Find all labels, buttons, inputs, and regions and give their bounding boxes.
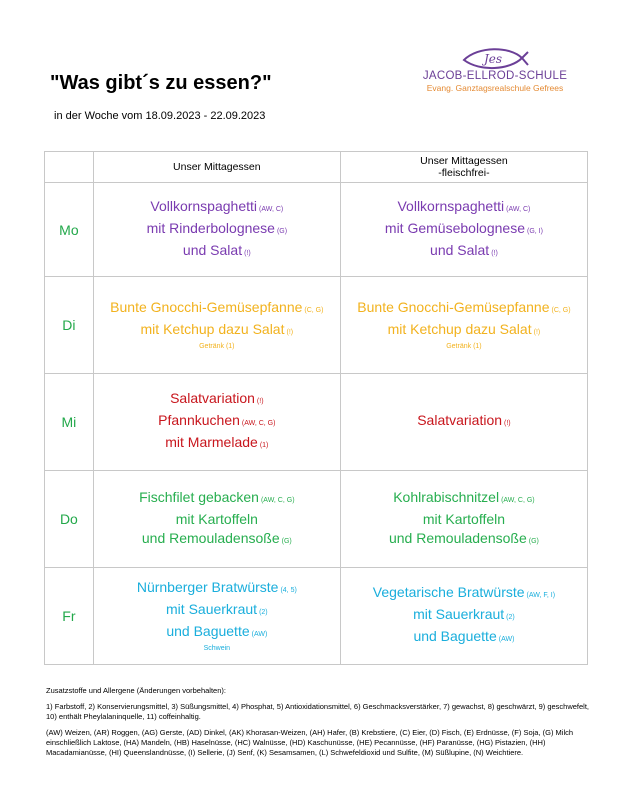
- allergen-code: (!): [244, 249, 251, 257]
- allergen-code: (!): [533, 329, 541, 336]
- allergen-code: (AW, F, I): [526, 592, 556, 599]
- meal-line: [94, 411, 340, 433]
- dish-text: und Baguette: [413, 628, 497, 644]
- dish-text: und Remouladensoße: [141, 529, 280, 546]
- allergen-code: (C, G): [304, 307, 324, 314]
- column-header-meatfree: Unser Mittagessen -fleischfrei-: [340, 152, 587, 183]
- meal-regular: [93, 183, 340, 277]
- menu-row-fr: [45, 568, 588, 665]
- allergen-code: (!): [286, 329, 294, 336]
- column-header-regular: Unser Mittagessen: [93, 152, 340, 183]
- dish-text: mit Marmelade: [165, 434, 258, 450]
- dish-text: und Remouladensoße: [388, 529, 527, 546]
- allergen-code: (AW, C, G): [501, 496, 535, 504]
- dish-text: mit Kartoffeln: [175, 510, 258, 527]
- meal-line: [341, 605, 587, 627]
- allergen-code: (2): [259, 609, 268, 616]
- meal-meatfree: [340, 183, 587, 277]
- allergen-code: (AW, C): [506, 205, 531, 213]
- day-label: Di: [45, 277, 94, 374]
- allergen-code: (G): [276, 227, 288, 235]
- meal-line: [94, 298, 340, 320]
- meal-line: [94, 600, 340, 622]
- allergen-code: (G): [528, 537, 539, 545]
- meal-meatfree: [340, 568, 587, 665]
- meal-line: [341, 298, 587, 320]
- meal-line: [94, 578, 340, 600]
- legend: [46, 686, 594, 764]
- allergen-code: (G, I): [526, 227, 543, 235]
- dish-text: mit Ketchup dazu Salat: [387, 321, 532, 337]
- dish-text: mit Gemüsebolognese: [384, 219, 525, 236]
- meal-line: [341, 320, 587, 342]
- meal-line: [94, 241, 340, 263]
- meal-meatfree: [340, 277, 587, 374]
- dish-text: und Salat: [182, 241, 243, 258]
- dish-text: mit Sauerkraut: [413, 606, 505, 622]
- meal-line: [94, 622, 340, 644]
- meal-line: [94, 197, 340, 219]
- day-label: Mi: [45, 374, 94, 471]
- allergen-code: (4, 5): [280, 587, 297, 594]
- dish-text: mit Kartoffeln: [422, 510, 506, 527]
- dish-text: Vollkornspaghetti: [150, 197, 258, 214]
- meal-regular: [93, 277, 340, 374]
- week-range: in der Woche vom 18.09.2023 - 22.09.2023: [54, 110, 266, 122]
- allergen-code: (!): [504, 420, 511, 427]
- fish-logo-icon: [460, 46, 530, 72]
- meal-note: Getränk (1): [446, 343, 482, 350]
- dish-text: und Salat: [430, 241, 490, 258]
- meal-meatfree: [340, 471, 587, 568]
- allergen-code: (AW, C, G): [260, 496, 295, 504]
- allergen-code: (AW): [251, 631, 268, 638]
- logo-mark: Jes: [484, 52, 503, 66]
- school-logo: [395, 46, 595, 106]
- meal-line: [94, 529, 340, 551]
- dish-text: mit Rinderbolognese: [146, 219, 275, 236]
- meal-line: [341, 627, 587, 649]
- meal-regular: [93, 568, 340, 665]
- dish-text: Bunte Gnocchi-Gemüsepfanne: [110, 299, 303, 315]
- meal-line: [341, 411, 587, 433]
- meal-line: [94, 219, 340, 241]
- dish-text: Fischfilet gebacken: [139, 488, 259, 505]
- meal-line: [341, 529, 587, 551]
- meal-line: [341, 241, 587, 263]
- allergen-code: (1): [259, 442, 269, 449]
- allergen-code: (AW, C): [259, 205, 284, 213]
- menu-table: [44, 151, 588, 665]
- meal-line: [94, 389, 340, 411]
- day-label: Fr: [45, 568, 94, 665]
- dish-text: und Baguette: [166, 623, 250, 639]
- dish-text: Nürnberger Bratwürste: [136, 579, 279, 595]
- dish-text: mit Ketchup dazu Salat: [140, 321, 285, 337]
- menu-row-mi: [45, 374, 588, 471]
- legend-heading: Zusatzstoffe und Allergene (Änderungen vorbehalten):: [46, 686, 226, 695]
- dish-text: Bunte Gnocchi-Gemüsepfanne: [357, 299, 550, 315]
- meal-line: [341, 510, 587, 529]
- meal-line: [94, 510, 340, 529]
- meal-line: [94, 433, 340, 455]
- allergen-code: (!): [491, 249, 498, 257]
- dish-text: Salatvariation: [417, 412, 503, 428]
- meal-regular: [93, 471, 340, 568]
- meal-line: [94, 488, 340, 510]
- meal-line: [94, 320, 340, 342]
- dish-text: Salatvariation: [170, 390, 255, 406]
- menu-row-mo: [45, 183, 588, 277]
- allergen-code: (AW): [498, 636, 515, 643]
- day-label: Mo: [45, 183, 94, 277]
- dish-text: Pfannkuchen: [158, 412, 240, 428]
- meal-regular: [93, 374, 340, 471]
- dish-text: Vegetarische Bratwürste: [372, 584, 525, 600]
- meal-line: [341, 488, 587, 510]
- dish-text: Kohlrabischnitzel: [393, 488, 500, 505]
- meal-note: Schwein: [203, 645, 231, 652]
- meal-line: [341, 219, 587, 241]
- day-label: Do: [45, 471, 94, 568]
- allergen-code: (!): [256, 398, 264, 405]
- dish-text: mit Sauerkraut: [166, 601, 258, 617]
- corner-cell: [45, 152, 94, 183]
- meal-meatfree: [340, 374, 587, 471]
- dish-text: Vollkornspaghetti: [397, 197, 505, 214]
- page-title: "Was gibt´s zu essen?": [50, 72, 272, 94]
- allergen-code: (2): [506, 614, 515, 621]
- allergen-code: (AW, C, G): [241, 420, 276, 427]
- meal-note: Getränk (1): [199, 343, 235, 350]
- school-subtitle: Evang. Ganztagsrealschule Gefrees: [426, 83, 564, 93]
- school-name: JACOB-ELLROD-SCHULE: [422, 70, 568, 82]
- meal-line: [341, 197, 587, 219]
- legend-allergens: (AW) Weizen, (AR) Roggen, (AG) Gerste, (AD) Dinkel, (AK) Khorasan-Weizen, (AH) Hafer, (B) Krebstiere, (C) Eier, (D) Fisch, (E) Erdnüsse, (F) Soja, (G) Milch einschließlich Laktose, (HA) Mandeln, (HB) Haselnüsse, (HC) Walnüsse, (HD) Kaschunüsse, (HE) Pecannüsse, (HF) Paranüsse, (HG) Pistazien, (HH) Macadamianüsse, (HI) Queenslandnüsse, (I) Sellerie, (J) Senf, (K) Sesamsamen, (L) Schwefeldioxid und Sulfite, (M) Süßlupine, (N) Weichtiere.: [46, 728, 574, 757]
- menu-row-di: [45, 277, 588, 374]
- allergen-code: (C, G): [551, 307, 571, 314]
- menu-row-do: [45, 471, 588, 568]
- allergen-code: (G): [281, 537, 292, 545]
- legend-additives: 1) Farbstoff, 2) Konservierungsmittel, 3) Süßungsmittel, 4) Phosphat, 5) Antioxidationsmittel, 6) Geschmacksverstärker, 7) gewachst, 8) geschwärzt, 9) geschwefelt, 10) enthält Pheylalaninquelle, 11) coffeinhaltig.: [46, 702, 590, 721]
- meal-line: [341, 583, 587, 605]
